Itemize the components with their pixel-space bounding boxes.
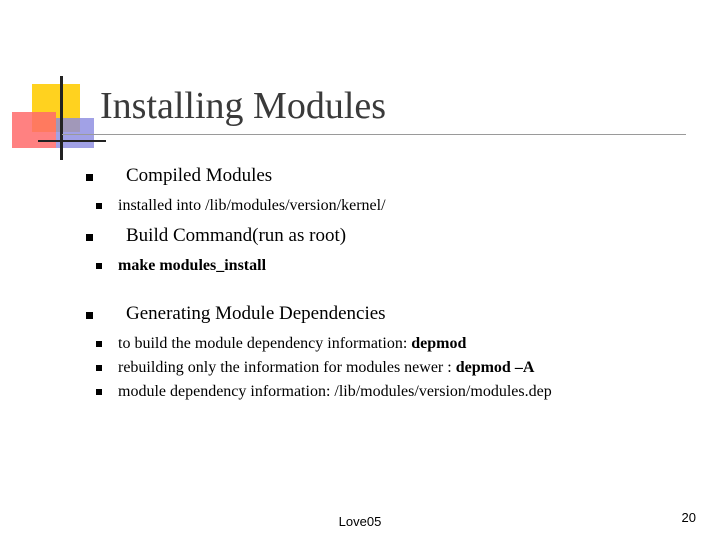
square-bullet-icon <box>96 263 102 269</box>
square-bullet-icon <box>96 341 102 347</box>
sub-bullet-list <box>86 194 686 218</box>
square-bullet-icon <box>96 203 102 209</box>
decorative-logo <box>0 0 110 170</box>
square-bullet-icon <box>86 312 93 319</box>
sub-bullet-text: rebuilding only the information for modules newer : <box>118 359 456 376</box>
slide-footer: Love05 <box>338 514 382 529</box>
slide-title: Installing Modules <box>100 85 387 127</box>
logo-vertical-line <box>60 76 63 160</box>
sub-bullet-text: installed into /lib/modules/version/kernel/ <box>118 197 386 214</box>
bullet-list <box>86 162 686 404</box>
bullet-text: Compiled Modules <box>126 165 273 186</box>
sub-bullet-text: make modules_install <box>118 257 267 274</box>
bullet-text: Generating Module Dependencies <box>126 303 386 324</box>
page-number: 20 <box>681 510 696 525</box>
sub-bullet-list <box>86 332 686 404</box>
square-bullet-icon <box>96 365 102 371</box>
bullet-item <box>86 300 686 328</box>
sub-bullet-text: to build the module dependency information: <box>118 335 412 352</box>
title-divider <box>62 134 686 135</box>
bullet-item <box>86 222 686 250</box>
bullet-text: Build Command(run as root) <box>126 225 347 246</box>
logo-horizontal-line <box>38 140 106 142</box>
sub-bullet-item <box>86 194 686 218</box>
square-bullet-icon <box>86 234 93 241</box>
square-bullet-icon <box>96 389 102 395</box>
sub-bullet-item <box>86 332 686 356</box>
sub-bullet-item <box>86 380 686 404</box>
square-bullet-icon <box>86 174 93 181</box>
sub-bullet-item <box>86 254 686 278</box>
command-text: depmod <box>411 335 467 352</box>
sub-bullet-text: module dependency information: /lib/modules/version/modules.dep <box>118 383 552 400</box>
command-text: depmod –A <box>455 359 535 376</box>
red-square <box>12 112 56 148</box>
sub-bullet-list <box>86 254 686 278</box>
bullet-item <box>86 162 686 190</box>
sub-bullet-item <box>86 356 686 380</box>
